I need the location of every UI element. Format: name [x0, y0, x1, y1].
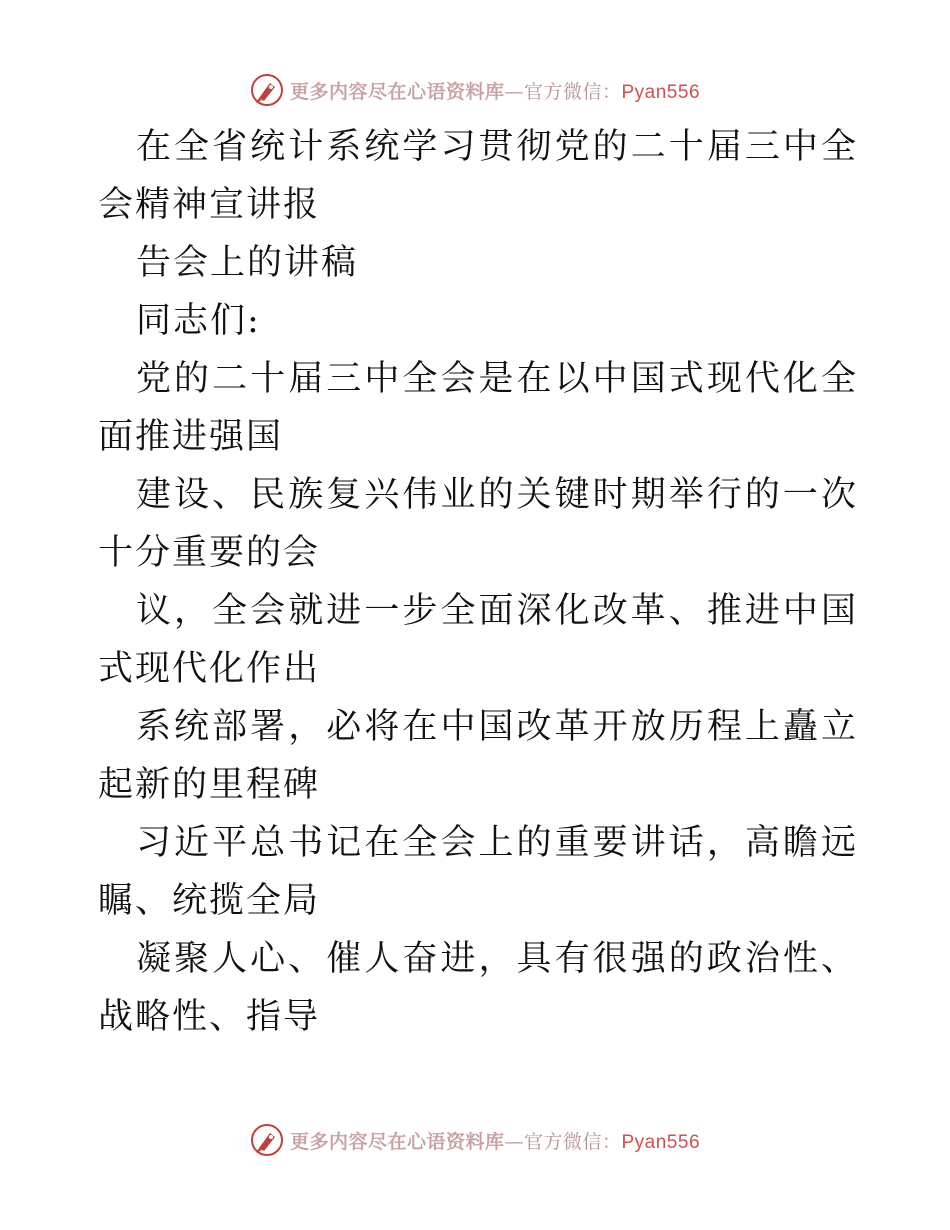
watermark-separator: —	[504, 80, 524, 103]
header-watermark-banner	[0, 70, 950, 110]
footer-watermark-banner	[0, 1120, 950, 1160]
watermark-text	[290, 77, 700, 104]
paragraph: 凝聚人心、催人奋进，具有很强的政治性、战略性、指导	[98, 939, 858, 1037]
paragraph: 同志们:	[136, 301, 261, 341]
watermark-wechat-label: 官方微信：	[523, 1130, 622, 1153]
paragraph: 在全省统计系统学习贯彻党的二十届三中全会精神宣讲报	[98, 127, 858, 225]
paragraph: 建设、民族复兴伟业的关键时期举行的一次十分重要的会	[98, 475, 858, 573]
paragraph: 党的二十届三中全会是在以中国式现代化全面推进强国	[98, 359, 858, 457]
watermark-text	[290, 1127, 700, 1154]
paragraph: 系统部署，必将在中国改革开放历程上矗立起新的里程碑	[98, 707, 858, 805]
paragraph: 告会上的讲稿	[136, 243, 359, 283]
watermark-wechat-id: Pyan556	[621, 81, 701, 103]
pen-nib-logo-icon	[250, 73, 284, 107]
pen-nib-logo-icon	[250, 1123, 284, 1157]
watermark-wechat-id: Pyan556	[621, 1131, 701, 1153]
document-body	[98, 118, 858, 1046]
watermark-separator: —	[504, 1130, 524, 1153]
paragraph: 议，全会就进一步全面深化改革、推进中国式现代化作出	[98, 591, 858, 689]
watermark-main-text: 更多内容尽在心语资料库	[289, 80, 505, 103]
watermark-wechat-label: 官方微信：	[523, 80, 622, 103]
watermark-main-text: 更多内容尽在心语资料库	[289, 1130, 505, 1153]
paragraph: 习近平总书记在全会上的重要讲话，高瞻远瞩、统揽全局	[98, 823, 858, 921]
